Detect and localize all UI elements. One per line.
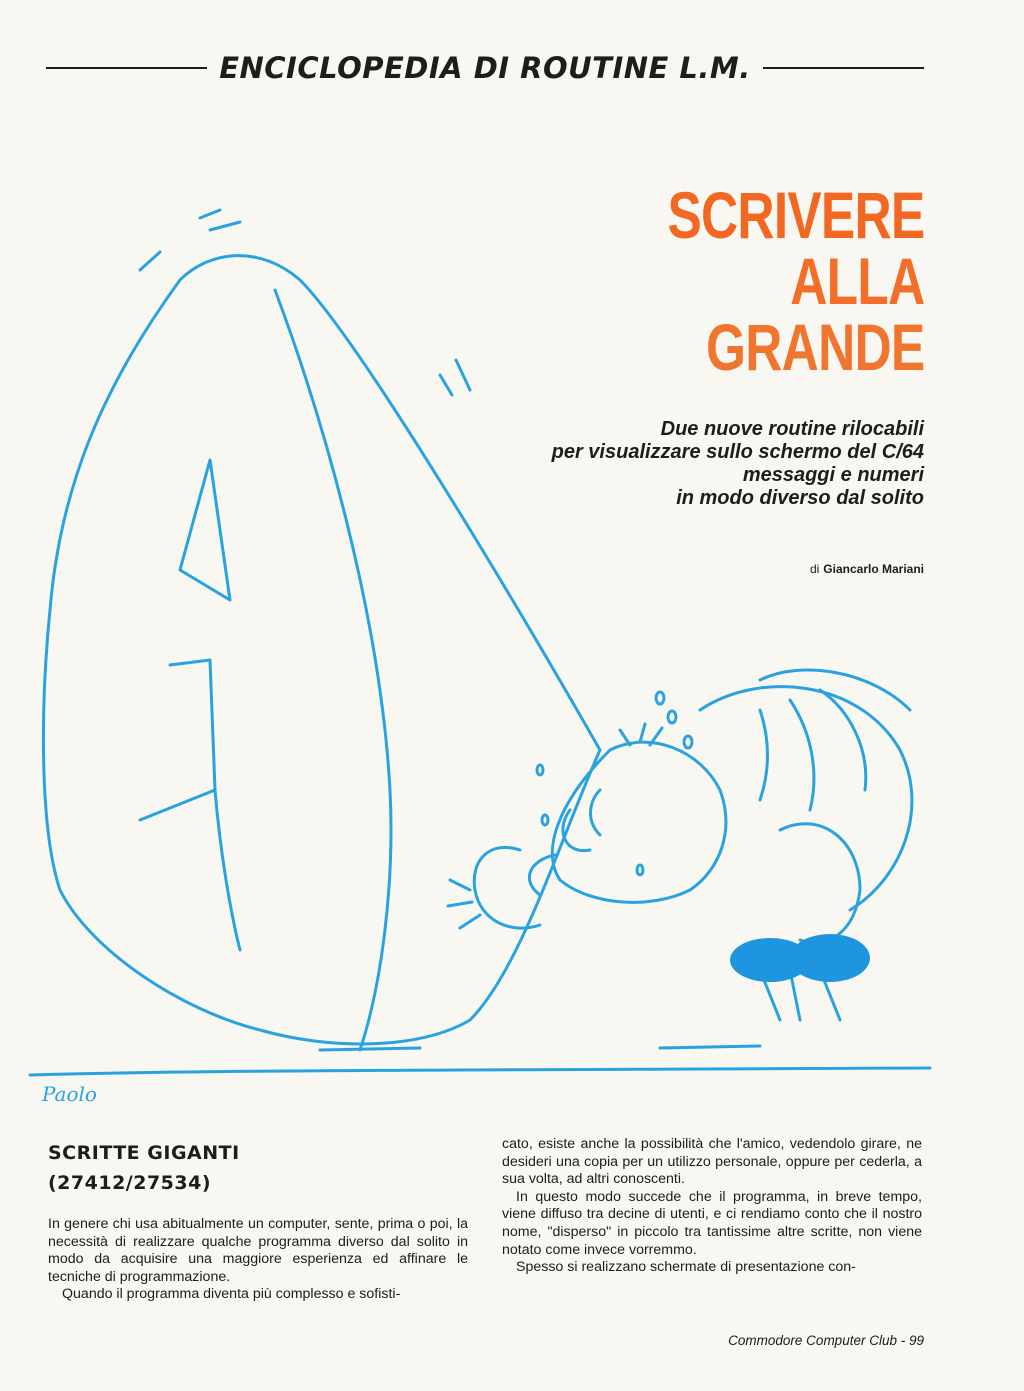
article-subtitle [464,418,924,510]
byline-prefix: di [809,562,820,576]
paragraph: Quando il programma diventa più complesso e sofisti- [62,1286,401,1303]
page-footer: Commodore Computer Club - 99 [728,1333,924,1348]
paragraph: cato, esiste anche la possibilità che l'amico, vedendolo girare, ne desideri una copia per un utilizzo personale, oppure per cederla, a sua volta, ad altri conoscenti. [502,1136,922,1188]
byline-author: Giancarlo Mariani [823,562,924,576]
title-line-1: SCRIVERE [667,178,924,252]
section-heading-line-2: (27412/27534) [48,1172,212,1194]
subtitle-line-1: Due nuove routine rilocabili [660,418,924,440]
section-label: ENCICLOPEDIA DI ROUTINE L.M. [219,51,751,85]
section-heading [48,1138,468,1198]
letter-a-hole [180,460,230,600]
title-line-3: GRANDE [705,310,924,384]
subtitle-line-3: messaggi e numeri [742,464,924,486]
section-header [46,48,924,88]
header-rule-right [763,67,924,69]
paragraph: Spesso si realizzano schermate di presentazione con- [516,1259,856,1276]
body-column-right [502,1136,922,1277]
byline [810,562,924,576]
subtitle-line-2: per visualizzare sullo schermo del C/64 [551,441,924,463]
letter-a-outline [43,256,600,1044]
section-heading-line-1: SCRITTE GIGANTI [48,1142,240,1164]
character-head [552,742,726,902]
paragraph: In genere chi usa abitualmente un computer, sente, prima o poi, la necessità di realizzare qualche programma diverso dal solito in modo da acquisire una maggiore esperienza ed affinare le tecniche di programmazione. [48,1216,468,1285]
body-column-left [48,1138,468,1304]
artist-signature: Paolo [42,1082,97,1106]
header-rule-left [46,67,207,69]
title-line-2: ALLA [789,244,924,318]
paragraph: In questo modo succede che il programma, in breve tempo, viene diffuso tra decine di utenti, e ci rendiamo conto che il nostro nome, "disperso" in piccolo tra tantissime altre scritte, non viene notato come invece vorremmo. [502,1188,922,1258]
article-title [667,178,924,384]
ground-line [30,1068,930,1075]
character-body [700,687,912,910]
subtitle-line-4: in modo diverso dal solito [676,487,924,509]
